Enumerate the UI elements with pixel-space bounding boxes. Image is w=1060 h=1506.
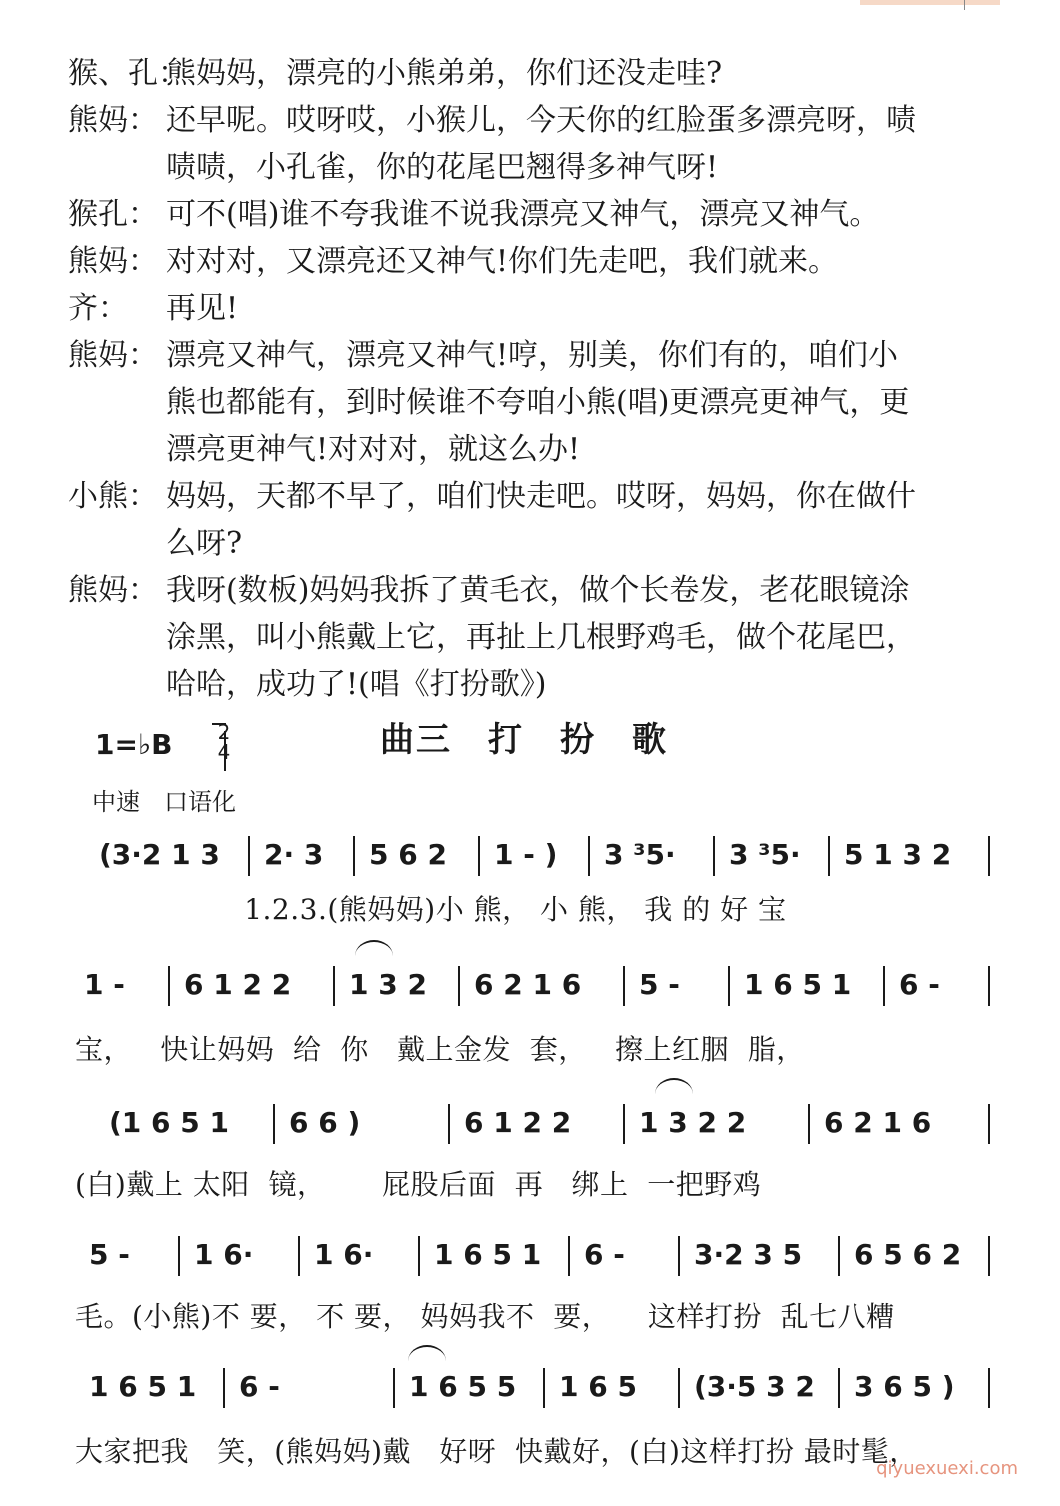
score-bar: 6 - [885, 960, 990, 1010]
dialogue-text: 漂亮更神气!对对对，就这么办! [166, 432, 581, 467]
dialogue-text: 么呀? [166, 526, 243, 561]
key-signature: 1=♭B [95, 728, 173, 761]
speaker: 熊妈： [68, 338, 158, 373]
time-denominator: 4 [217, 740, 231, 764]
lyric-line: 1.2.3.(熊妈妈)小 熊， 小 熊， 我 的 好 宝 [75, 893, 787, 926]
score-bar: 1 6· [180, 1230, 300, 1280]
score-bar: 6 - [225, 1362, 395, 1412]
speaker: 熊妈： [68, 103, 158, 138]
speaker: 小熊： [68, 479, 158, 514]
score-bar: 1 6 5 1 [730, 960, 885, 1010]
speaker: 齐： [68, 291, 128, 326]
score-bar: 3·2 3 5 [680, 1230, 840, 1280]
score-bar: (3·5 3 2 [680, 1362, 840, 1412]
time-signature [212, 722, 236, 762]
time-numerator: 2 [217, 720, 231, 744]
lyric-line: 宝， 快让妈妈 给 你 戴上金发 套， 擦上红胭 脂， [75, 1033, 805, 1066]
lyric-line: 大家把我 笑，(熊妈妈)戴 好呀 快戴好，(白)这样打扮 最时髦， [75, 1435, 918, 1468]
score-bar: 6 5 6 2 [840, 1230, 990, 1280]
score-bar: 2· 3 [250, 830, 355, 880]
slur-mark [408, 1345, 446, 1361]
dialogue-text: 漂亮又神气，漂亮又神气!哼，别美，你们有的，咱们小 [166, 338, 899, 373]
lyric-line: 毛。(小熊)不 要， 不 要， 妈妈我不 要， 这样打扮 乱七八糟 [75, 1300, 895, 1333]
score-bar: 6 2 1 6 [810, 1098, 990, 1148]
score-bar: 6 - [570, 1230, 680, 1280]
score-bar: (3·2 1 3 [85, 830, 250, 880]
dialogue-text: 妈妈，天都不早了，咱们快走吧。哎呀，妈妈，你在做什 [166, 479, 916, 514]
dialogue-text: 对对对，又漂亮还又神气!你们先走吧，我们就来。 [166, 244, 839, 279]
dialogue-text: 啧啧，小孔雀，你的花尾巴翘得多神气呀! [166, 150, 719, 185]
score-bar: 6 6 ) [275, 1098, 450, 1148]
score-bar: 5 1 3 2 [830, 830, 990, 880]
score-bar: 1 6 5 1 [75, 1362, 225, 1412]
song-title: 曲三 打 扮 歌 [380, 720, 668, 760]
score-system-1 [0, 830, 1060, 880]
score-bar: 5 6 2 [355, 830, 480, 880]
score-bar: 6 1 2 2 [450, 1098, 625, 1148]
score-bar: 1 3 2 [335, 960, 460, 1010]
watermark: qiyuexuexi.com [876, 1458, 1018, 1479]
tempo-marking: 中速 口语化 [92, 788, 236, 816]
score-bar: (1 6 5 1 [95, 1098, 275, 1148]
top-edge [0, 0, 1060, 8]
score-system-5 [0, 1362, 1060, 1412]
score-bar: 3 6 5 ) [840, 1362, 990, 1412]
slur-mark [655, 1078, 693, 1094]
score-bar: 1 6 5 [545, 1362, 680, 1412]
dialogue-text: 哈哈，成功了!(唱《打扮歌》) [166, 667, 547, 702]
score-bar: 6 1 2 2 [170, 960, 335, 1010]
score-bar: 3 ³5· [715, 830, 830, 880]
score-bar: 1 6 5 5 [395, 1362, 545, 1412]
score-system-2 [0, 960, 1060, 1010]
score-bar: 1 6 5 1 [420, 1230, 570, 1280]
score-bar: 5 - [75, 1230, 180, 1280]
score-bar: 1 - ) [480, 830, 590, 880]
slur-mark [355, 940, 393, 956]
score-bar: 5 - [625, 960, 730, 1010]
page-header-accent [860, 0, 1000, 5]
lyric-line: (白)戴上 太阳 镜， 屁股后面 再 绑上 一把野鸡 [75, 1168, 762, 1201]
speaker: 猴、孔： [68, 56, 188, 91]
dialogue-text: 熊也都能有，到时候谁不夸咱小熊(唱)更漂亮更神气，更 [166, 385, 910, 420]
speaker: 熊妈： [68, 573, 158, 608]
dialogue-text: 还早呢。哎呀哎，小猴儿，今天你的红脸蛋多漂亮呀，啧 [166, 103, 916, 138]
dialogue-text: 可不(唱)谁不夸我谁不说我漂亮又神气，漂亮又神气。 [166, 197, 880, 232]
dialogue-text: 涂黑，叫小熊戴上它，再扯上几根野鸡毛，做个花尾巴， [166, 620, 916, 655]
score-bar: 1 6· [300, 1230, 420, 1280]
dialogue-text: 熊妈妈，漂亮的小熊弟弟，你们还没走哇? [166, 56, 723, 91]
dialogue-text: 再见! [166, 291, 239, 326]
score-bar: 3 ³5· [590, 830, 715, 880]
score-bar: 1 3 2 2 [625, 1098, 810, 1148]
score-bar: 6 2 1 6 [460, 960, 625, 1010]
page-header-tick [964, 0, 965, 10]
dialogue-text: 我呀(数板)妈妈我拆了黄毛衣，做个长卷发，老花眼镜涂 [166, 573, 910, 608]
score-bar: 1 - [70, 960, 170, 1010]
speaker: 猴孔： [68, 197, 158, 232]
score-system-3 [0, 1098, 1060, 1148]
score-system-4 [0, 1230, 1060, 1280]
speaker: 熊妈： [68, 244, 158, 279]
